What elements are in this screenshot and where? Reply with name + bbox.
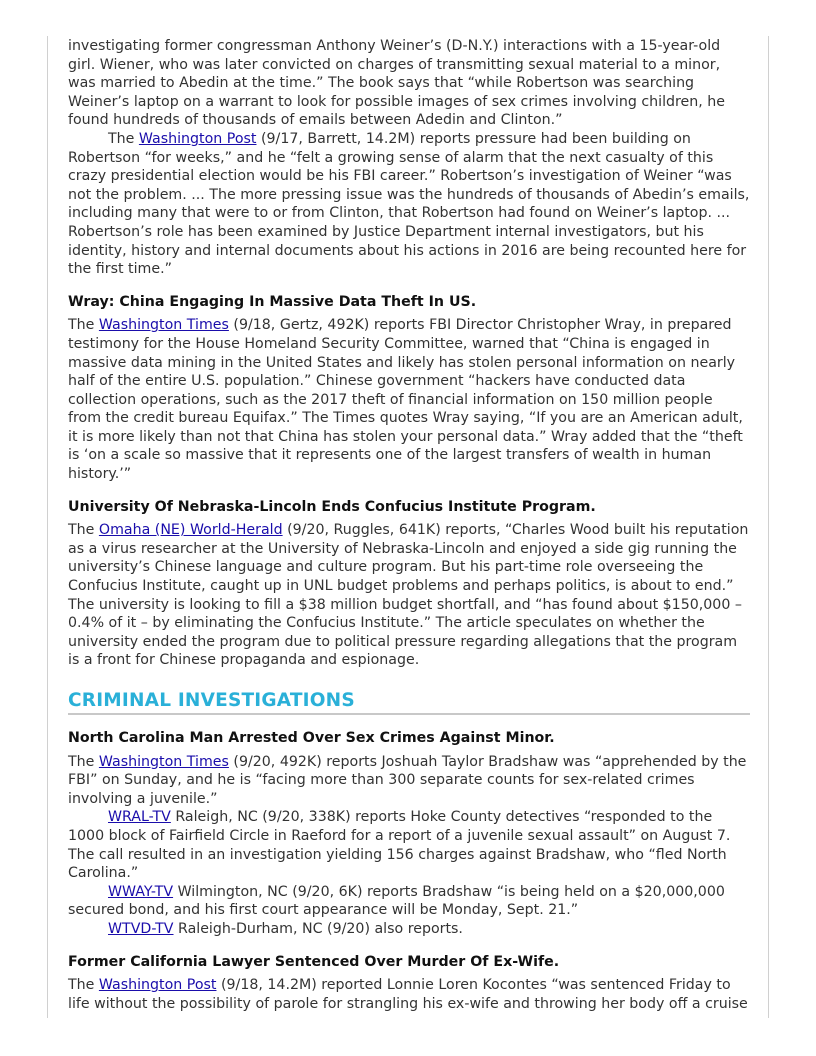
- nebraska-headline: University Of Nebraska-Lincoln Ends Confucius Institute Program.: [68, 498, 596, 515]
- wapo-paragraph: The Washington Post (9/17, Barrett, 14.2M) reports pressure had been building on Robertson “for weeks,” and he “felt a growing sense of alarm that the next casualty of this crazy presidential election would be his FBI career.” Robertson’s investigation of Weiner “was not the problem. ... The more pressing issue was the hundreds of thousands of Abedin’s emails, including many that were to or from Clinton, that Robertson had found on Weiner’s laptop. ... Robertson’s role has been examined by Justice Department internal investigators, but his identity, history and internal documents about his actions in 2016 are being recounted here for the first time.”: [68, 130, 750, 278]
- wray-headline: Wray: China Engaging In Massive Data Theft In US.: [68, 293, 477, 310]
- newsletter-body: [68, 37, 750, 1013]
- washington-post-link-2[interactable]: Washington Post: [98, 977, 217, 994]
- omaha-world-herald-link[interactable]: Omaha (NE) World-Herald: [98, 522, 283, 539]
- nc-paragraph-1: The Washington Times (9/20, 492K) reports Joshuah Taylor Bradshaw was “apprehended by the FBI” on Sunday, and he is “facing more than 300 separate counts for sex-related crimes involving a juvenile.”: [68, 753, 747, 807]
- nebraska-paragraph: The Omaha (NE) World-Herald (9/20, Ruggles, 641K) reports, “Charles Wood built his reputation as a virus researcher at the University of Nebraska-Lincoln and enjoyed a side gig running the university’s Chinese language and culture program. But his part-time role overseeing the Confucius Institute, caught up in UNL budget problems and perhaps politics, is about to end.” The university is looking to fill a $38 million budget shortfall, and “has found about $150,000 – 0.4% of it – by eliminating the Confucius Institute.” The article speculates on whether the university ended the program due to political pressure regarding allegations that the program is a front for Chinese propaganda and espionage.: [68, 522, 749, 669]
- washington-times-link-2[interactable]: Washington Times: [98, 753, 229, 770]
- wral-tv-link[interactable]: WRAL-TV: [108, 809, 171, 826]
- nc-headline: North Carolina Man Arrested Over Sex Crimes Against Minor.: [68, 730, 555, 746]
- nc-paragraph-3: WWAY-TV Wilmington, NC (9/20, 6K) reports Bradshaw “is being held on a $20,000,000 secured bond, and his first court appearance will be Monday, Sept. 21.”: [68, 883, 725, 919]
- california-paragraph: The Washington Post (9/18, 14.2M) reported Lonnie Loren Kocontes “was sentenced Friday to life without the possibility of parole for strangling his ex-wife and throwing her body off a cruise: [68, 977, 748, 1012]
- california-headline: Former California Lawyer Sentenced Over Murder Of Ex-Wife.: [68, 953, 560, 970]
- section-title-criminal-investigations: CRIMINAL INVESTIGATIONS: [68, 690, 750, 715]
- wray-paragraph: The Washington Times (9/18, Gertz, 492K) reports FBI Director Christopher Wray, in prepared testimony for the House Homeland Security Committee, warned that “China is engaged in massive data mining in the United States and likely has stolen personal information on nearly half of the entire U.S. population.” Chinese government “hackers have conducted data collection operations, such as the 2017 theft of financial information on 150 million people from the credit bureau Equifax.” The Times quotes Wray saying, “If you are an American adult, it is more likely than not that China has stolen your personal data.” Wray added that the “theft is ‘on a scale so massive that it represents one of the largest transfers of wealth in human history.’”: [68, 317, 743, 483]
- wway-tv-link[interactable]: WWAY-TV: [108, 883, 174, 900]
- washington-times-link[interactable]: Washington Times: [98, 317, 229, 334]
- nc-paragraph-4: WTVD-TV Raleigh-Durham, NC (9/20) also reports.: [108, 920, 463, 937]
- right-margin-rule: [768, 36, 769, 1018]
- left-margin-rule: [47, 36, 48, 1018]
- weiner-paragraph: investigating former congressman Anthony Weiner’s (D-N.Y.) interactions with a 15-year-old girl. Wiener, who was later convicted on charges of transmitting sexual material to a minor, was married to Abedin at the time.” The book says that “while Robertson was searching Weiner’s laptop on a warrant to look for possible images of sex crimes involving children, he found hundreds of thousands of emails between Adedin and Clinton.”: [68, 38, 726, 129]
- wtvd-tv-link[interactable]: WTVD-TV: [108, 920, 174, 937]
- nc-paragraph-2: WRAL-TV Raleigh, NC (9/20, 338K) reports Hoke County detectives “responded to the 1000 block of Fairfield Circle in Raeford for a report of a juvenile sexual assault” on August 7. The call resulted in an investigation yielding 156 charges against Bradshaw, who “fled North Carolina.”: [68, 809, 731, 882]
- washington-post-link[interactable]: Washington Post: [138, 130, 257, 147]
